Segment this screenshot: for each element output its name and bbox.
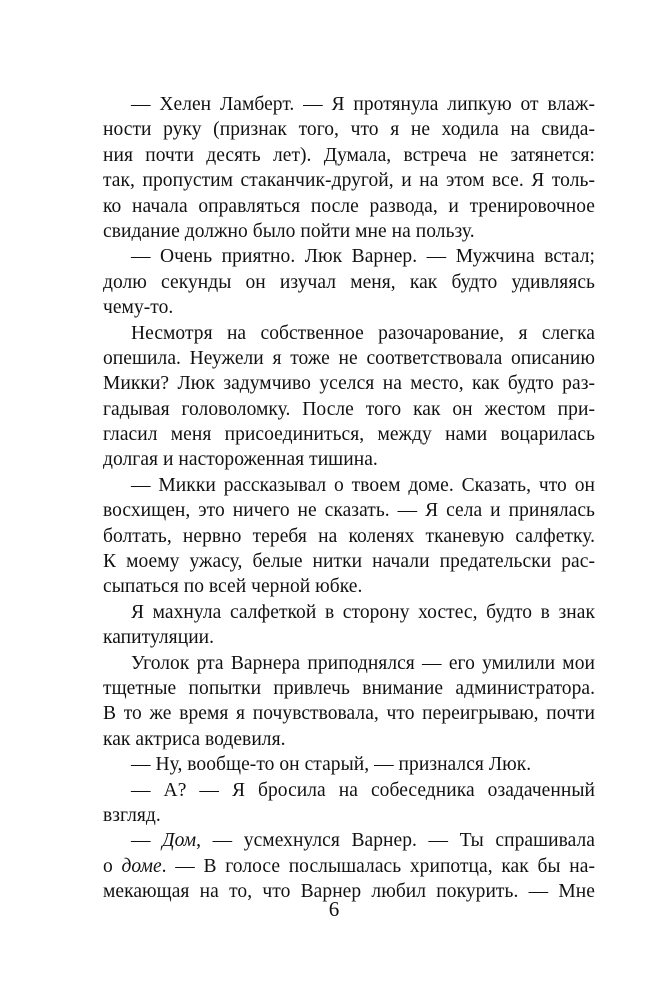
text-line: ко начала оправляться после развода, и тренировочное: [103, 195, 595, 217]
text-line: — Хелен Ламберт. — Я протянула липкую от влаж-: [131, 94, 595, 115]
italic-word: Дом: [162, 830, 197, 852]
text-line: ности руку (признак того, что я не ходила на свида-: [103, 119, 595, 141]
text-line: долгая и настороженная тишина.: [103, 449, 378, 471]
text-line: ния почти десять лет). Думала, встреча не затянется:: [103, 144, 595, 166]
text-line: восхищен, это ничего не сказать. — Я села и принялась: [103, 500, 595, 522]
paragraph-1: [103, 92, 595, 244]
text-line: так, пропустим стаканчик-другой, и на этом все. Я толь-: [103, 170, 595, 192]
text-line: Я махнула салфеткой в сторону хостес, будто в знак: [131, 601, 595, 623]
italic-word: доме: [121, 855, 162, 877]
paragraph-3: [103, 321, 595, 473]
text-line: К моему ужасу, белые нитки начали предательски рас-: [103, 551, 595, 573]
text-line: Уголок рта Варнера приподнялся — его умилили мои: [131, 652, 595, 674]
paragraph-8: [103, 778, 595, 829]
text-segment: . — В голосе послышалась хрипотца, как бы на-: [161, 855, 595, 877]
text-line: долю секунды он изучал меня, как будто удивляясь: [103, 271, 595, 293]
text-line: как актриса водевиля.: [103, 728, 286, 750]
text-segment: —: [131, 830, 163, 852]
text-line: сыпаться по всей черной юбке.: [103, 576, 363, 598]
paragraph-2: [103, 244, 595, 320]
text-segment: , — усмехнулся Варнер. — Ты спрашивала: [196, 830, 595, 852]
text-line: [103, 828, 595, 853]
text-line: гласил меня присоединиться, между нами воцарилась: [103, 424, 595, 446]
text-line: [103, 854, 595, 879]
text-segment: о: [103, 855, 122, 877]
text-line: мекающая на то, что Варнер любил покурить. — Мне: [103, 881, 595, 903]
paragraph-9: [103, 828, 595, 904]
text-line: чему-то.: [103, 297, 174, 319]
paragraph-7: [103, 752, 595, 777]
text-line: болтать, нервно теребя на коленях тканевую салфетку.: [103, 525, 595, 547]
text-line: тщетные попытки привлечь внимание администратора.: [103, 677, 595, 699]
text-line: взгляд.: [103, 804, 161, 826]
text-line: В то же время я почувствовала, что переигрываю, почти: [103, 703, 595, 725]
text-line: Несмотря на собственное разочарование, я слегка: [131, 322, 595, 344]
text-line: — А? — Я бросила на собеседника озадаченный: [131, 779, 595, 801]
text-line: — Микки рассказывал о твоем доме. Сказать, что он: [131, 474, 595, 496]
text-line: капитуляции.: [103, 627, 215, 649]
page-body: [103, 92, 595, 905]
paragraph-4: [103, 473, 595, 600]
text-line: — Ну, вообще-то он старый, — признался Люк.: [131, 754, 532, 776]
text-line: гадывая головоломку. После того как он жестом при-: [103, 398, 595, 420]
text-line: — Очень приятно. Люк Варнер. — Мужчина встал;: [131, 246, 595, 268]
paragraph-6: [103, 651, 595, 753]
text-line: опешила. Неужели я тоже не соответствовала описанию: [103, 347, 595, 369]
paragraph-5: [103, 600, 595, 651]
text-line: свидание должно было пойти мне на пользу.: [103, 220, 475, 242]
page-number: 6: [328, 897, 340, 921]
text-line: Микки? Люк задумчиво уселся на место, как будто раз-: [103, 373, 595, 395]
